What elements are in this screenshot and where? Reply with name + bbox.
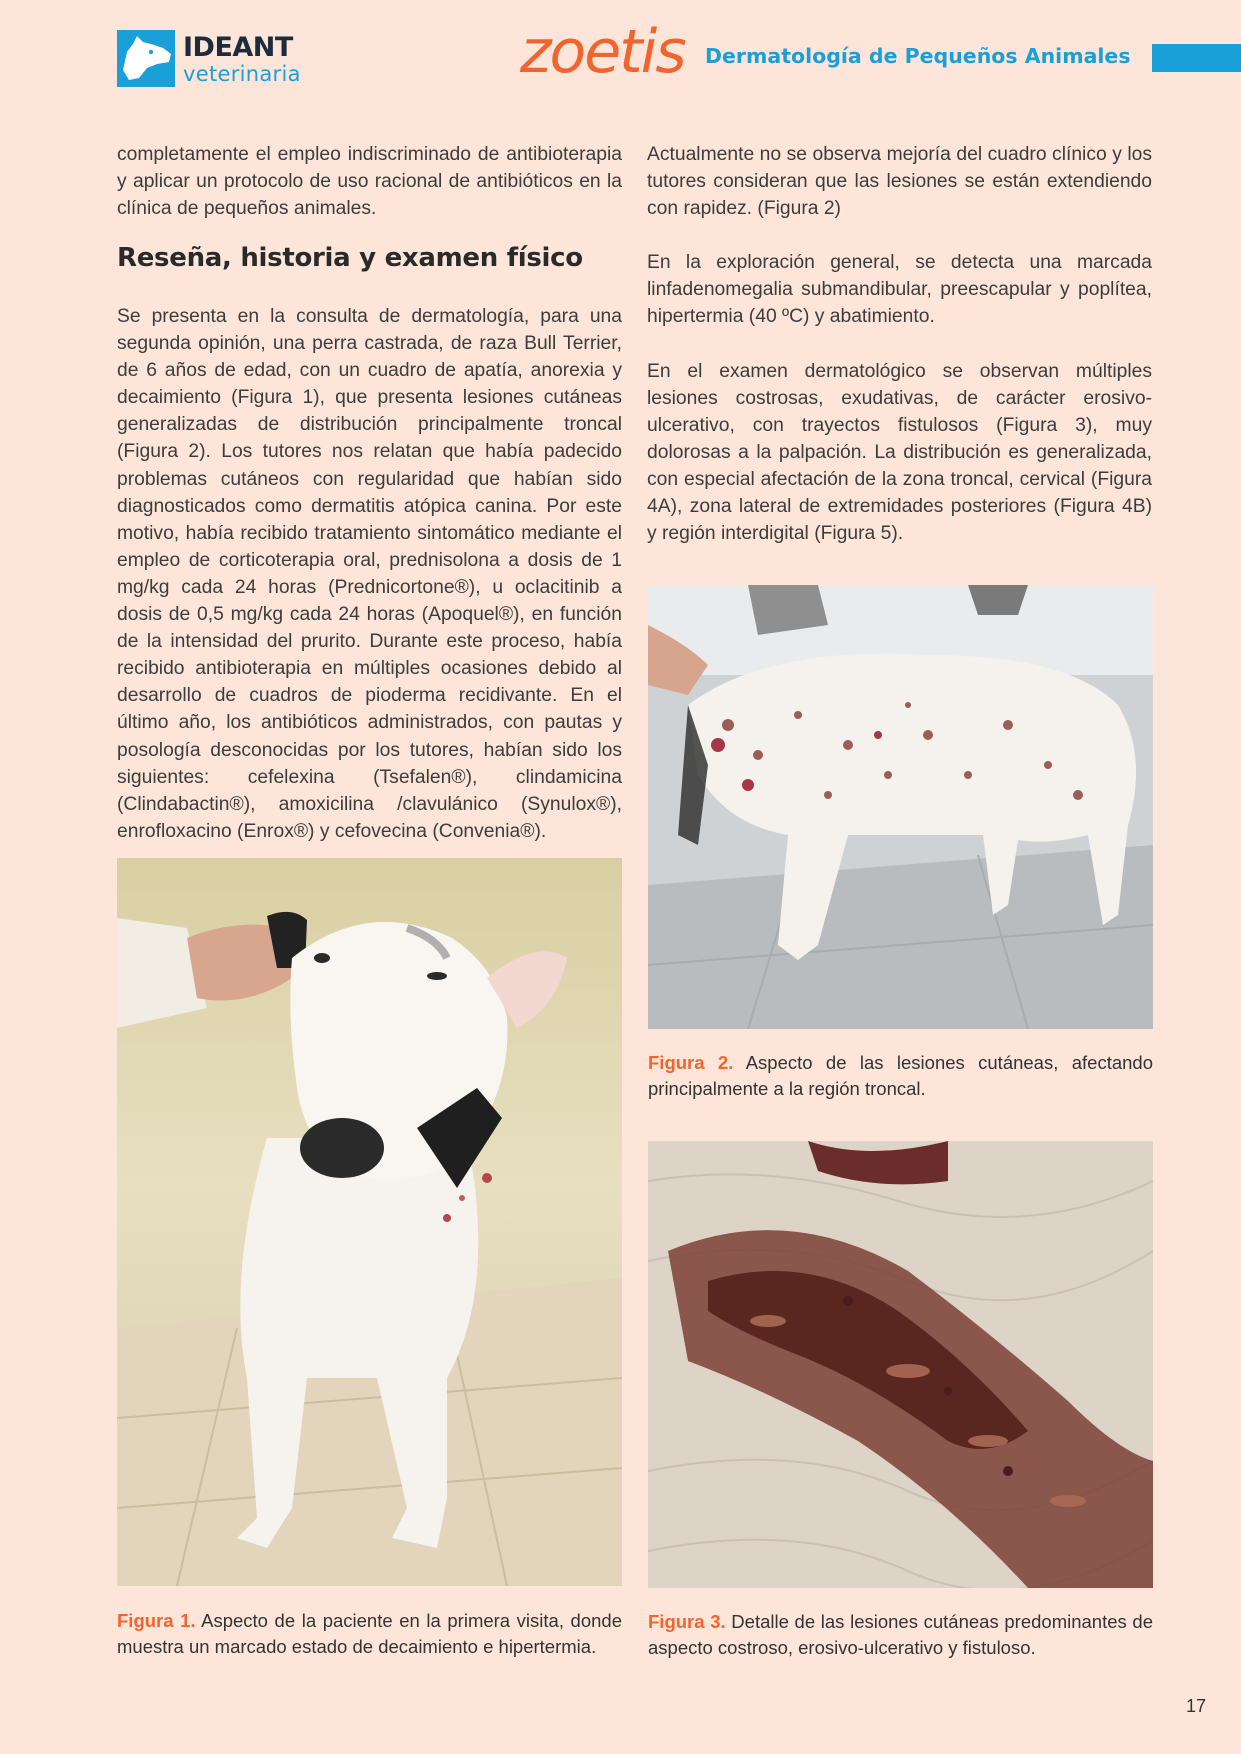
figure-1-label: Figura 1. <box>117 1610 196 1631</box>
header-accent-bar <box>1152 44 1241 72</box>
ideant-logo-subtitle: veterinaria <box>183 62 301 86</box>
figure-2-label: Figura 2. <box>648 1052 734 1073</box>
ideant-logo <box>117 30 301 88</box>
left-body-text <box>117 303 622 845</box>
left-intro-text <box>117 141 622 222</box>
figure-3-image <box>648 1141 1153 1588</box>
figure-1-image <box>117 858 622 1586</box>
right-paragraph-3: En el examen dermatológico se observan múltiples lesiones costrosas, exudativas, de carácter erosivo-ulcerativo, con trayectos fistulosos (Figura 3), muy dolorosas a la palpación. La distribución es generalizada, con especial afectación de la zona troncal, cervical (Figura 4A), zona lateral de extremidades posteriores (Figura 4B) y región interdigital (Figura 5). <box>647 360 1152 545</box>
right-paragraph-2: En la exploración general, se detecta una marcada linfadenomegalia submandibular, preescapular y poplítea, hipertermia (40 ºC) y abatimiento. <box>647 252 1152 328</box>
intro-paragraph: completamente el empleo indiscriminado de antibioterapia y aplicar un protocolo de uso racional de antibióticos en la clínica de pequeños animales. <box>117 144 622 220</box>
page-number: 17 <box>1185 1696 1206 1716</box>
history-paragraph: Se presenta en la consulta de dermatología, para una segunda opinión, una perra castrada, de raza Bull Terrier, de 6 años de edad, con un cuadro de apatía, anorexia y decaimiento (Figura 1), que presenta lesiones cutáneas generalizadas de distribución principalmente troncal (Figura 2). Los tutores nos relatan que había padecido problemas cutáneos con regularidad que habían sido diagnosticados como dermatitis atópica canina. Por este motivo, había recibido tratamiento sintomático mediante el empleo de corticoterapia oral, prednisolona a dosis de 1 mg/kg cada 24 horas (Prednicortone®), u oclacitinib a dosis de 0,5 mg/kg cada 24 horas (Apoquel®), en función de la intensidad del prurito. Durante este proceso, había recibido antibioterapia en múltiples ocasiones debido al desarrollo de cuadros de pioderma recidivante. En el último año, los antibióticos administrados, con pautas y posología desconocidas por los tutores, habían sido los siguientes: cefelexina (Tsefalen®), clindamicina (Clindabactin®), amoxicilina /clavulánico (Synulox®), enrofloxacino (Enrox®) y cefovecina (Convenia®). <box>117 306 622 842</box>
figure-3-caption-text: Detalle de las lesiones cutáneas predominantes de aspecto costroso, erosivo-ulcerativo y fistuloso. <box>648 1611 1153 1658</box>
right-paragraph-1: Actualmente no se observa mejoría del cuadro clínico y los tutores consideran que las lesiones se están extendiendo con rapidez. (Figura 2) <box>647 144 1152 220</box>
figure-2-image <box>648 585 1153 1029</box>
right-body-text <box>647 141 1152 547</box>
figure-3-label: Figura 3. <box>648 1611 726 1632</box>
zoetis-logo: zoetis <box>520 17 685 87</box>
figure-3-caption <box>648 1609 1153 1661</box>
section-title: Dermatología de Pequeños Animales <box>705 44 1131 68</box>
figure-1-caption-text: Aspecto de la paciente en la primera visita, donde muestra un marcado estado de decaimiento e hipertermia. <box>117 1610 622 1657</box>
figure-2-caption <box>648 1050 1153 1102</box>
figure-1-caption <box>117 1608 622 1660</box>
figure-2-caption-text: Aspecto de las lesiones cutáneas, afectando principalmente a la región troncal. <box>648 1052 1153 1099</box>
ideant-logo-name: IDEANT <box>183 32 293 63</box>
section-heading: Reseña, historia y examen físico <box>117 243 583 273</box>
dog-head-logo-icon <box>117 30 175 87</box>
